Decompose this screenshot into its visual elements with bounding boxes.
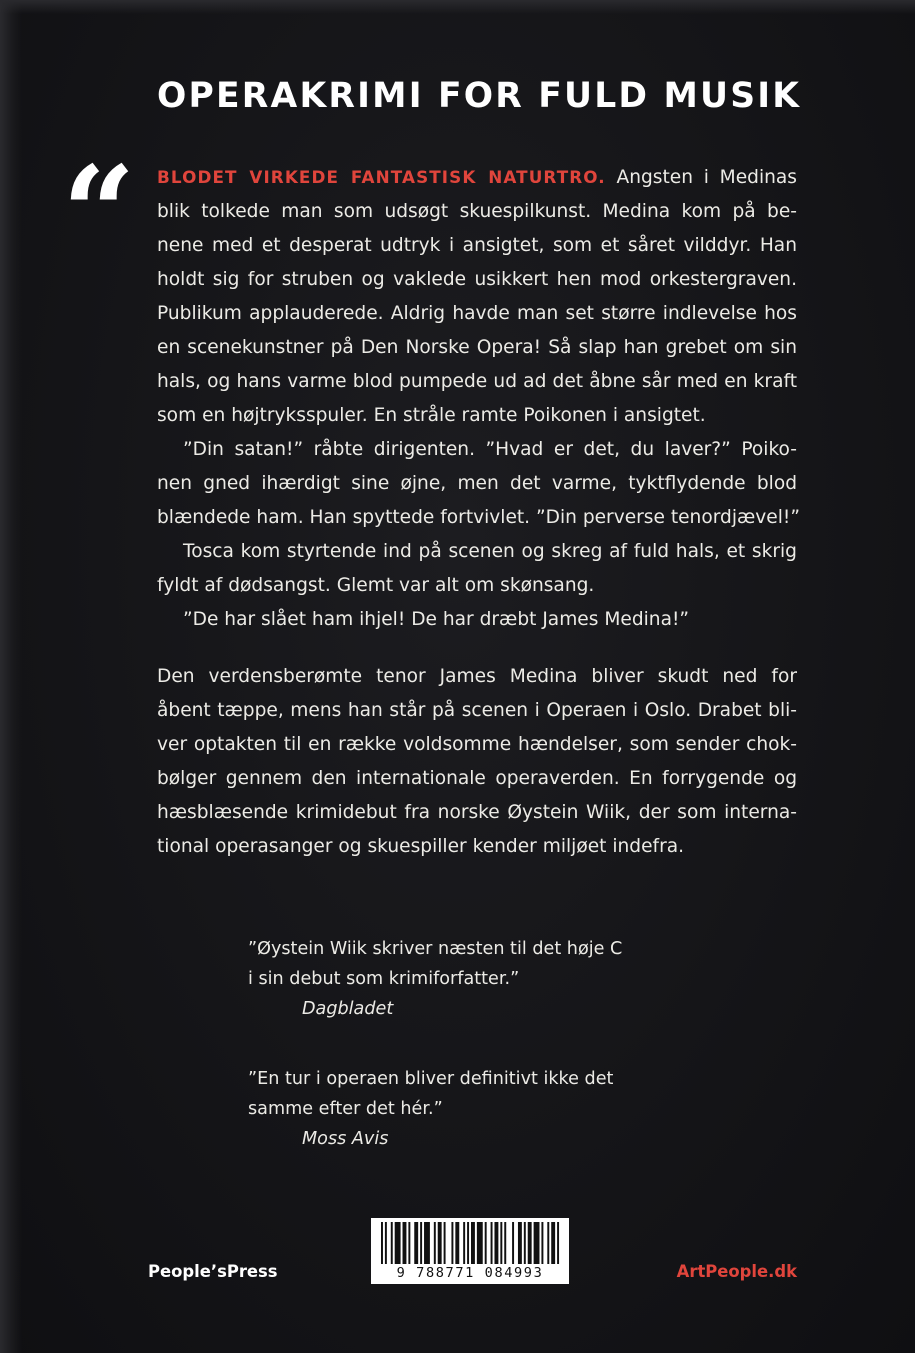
barcode-bar <box>534 1222 540 1264</box>
review-quote <box>248 934 708 1024</box>
review-line: samme efter det hér.” <box>248 1099 443 1119</box>
barcode-bar <box>512 1222 514 1264</box>
barcode-digits: 9 788771 084993 <box>396 1265 544 1281</box>
barcode-bar <box>434 1222 436 1264</box>
barcode-bar <box>557 1222 559 1264</box>
barcode-bar <box>424 1222 430 1264</box>
excerpt-line: fyldt af dødsangst. Glemt var alt om skønsang. <box>157 575 595 596</box>
publisher-logo: People’sPress <box>148 1262 278 1281</box>
spine-edge <box>0 0 22 1353</box>
synopsis-line: bølger gennem den internationale operaverden. En forrygende og <box>157 768 797 789</box>
barcode-bar <box>485 1222 487 1264</box>
excerpt-line: som en højtryksspuler. En stråle ramte Poikonen i ansigtet. <box>157 405 706 426</box>
barcode-bar <box>518 1222 522 1264</box>
barcode-bar <box>541 1222 543 1264</box>
barcode-bar <box>491 1222 493 1264</box>
excerpt <box>157 160 800 637</box>
barcode-bar <box>547 1222 549 1264</box>
barcode-bar <box>381 1222 383 1264</box>
excerpt-line: Publikum applauderede. Aldrig havde man set større indlevelse hos <box>157 303 797 324</box>
barcode-bar <box>420 1222 422 1264</box>
excerpt-line: blændede ham. Han spyttede fortvivlet. ”Din perverse tenordjævel!” <box>157 507 800 528</box>
opening-quote-mark: “ <box>62 139 136 289</box>
barcode-bar <box>477 1222 483 1264</box>
excerpt-line: Tosca kom styrtende ind på scenen og skreg af fuld hals, et skrig <box>183 541 797 562</box>
barcode-bar <box>455 1222 459 1264</box>
synopsis-line: åbent tæppe, mens han står på scenen i Operaen i Oslo. Drabet bli- <box>157 700 797 721</box>
excerpt-line: hals, og hans varme blod pumpede ud ad det åbne sår med en kraft <box>157 371 797 392</box>
barcode-bar <box>551 1222 555 1264</box>
synopsis-line: Den verdensberømte tenor James Medina bliver skudt ned for <box>157 666 797 687</box>
review-line: i sin debut som krimiforfatter.” <box>248 969 520 989</box>
publisher-website: ArtPeople.dk <box>676 1262 797 1281</box>
barcode-bar <box>403 1222 407 1264</box>
barcode-bar <box>395 1222 401 1264</box>
barcode-bar <box>414 1222 418 1264</box>
excerpt-line-text: Angsten i Medinas <box>605 167 797 188</box>
excerpt-line: holdt sig for struben og vaklede usikkert hen mod orkestergraven. <box>157 269 797 290</box>
synopsis-line: ver optakten til en række voldsomme hændelser, som sender chok- <box>157 734 797 755</box>
barcode-bar <box>438 1222 442 1264</box>
synopsis <box>157 660 797 864</box>
barcode-bar <box>385 1222 387 1264</box>
excerpt-line: ”De har slået ham ihjel! De har dræbt James Medina!” <box>183 609 690 630</box>
review-source: Dagbladet <box>302 999 394 1019</box>
synopsis-line: hæsblæsende krimidebut fra norske Øystein Wiik, der som interna- <box>157 802 797 823</box>
excerpt-line: blik tolkede man som udsøgt skuespilkunst. Medina kom på be- <box>157 201 797 222</box>
excerpt-line: nen gned ihærdigt sine øjne, men det varme, tyktflydende blod <box>157 473 797 494</box>
barcode-bar <box>500 1222 502 1264</box>
barcode-bar <box>444 1222 446 1264</box>
barcode-bar <box>494 1222 498 1264</box>
barcode-bar <box>528 1222 532 1264</box>
review-quote <box>248 1064 708 1154</box>
review-line: ”Øystein Wiik skriver næsten til det høje C <box>248 939 623 959</box>
excerpt-line: ”Din satan!” råbte dirigenten. ”Hvad er det, du laver?” Poiko- <box>183 439 797 460</box>
review-line: ”En tur i operaen bliver definitivt ikke det <box>248 1069 614 1089</box>
review-source: Moss Avis <box>302 1129 389 1149</box>
headline: OPERAKRIMI FOR FULD MUSIK <box>157 76 802 116</box>
excerpt-line: nene med et desperat udtryk i ansigtet, som et såret vilddyr. Han <box>157 235 797 256</box>
isbn-barcode <box>371 1218 569 1284</box>
synopsis-line: tional operasanger og skuespiller kender miljøet indefra. <box>157 836 685 857</box>
barcode-bar <box>524 1222 526 1264</box>
barcode-bars <box>381 1222 561 1264</box>
barcode-bar <box>471 1222 475 1264</box>
top-edge <box>0 0 915 14</box>
barcode-bar <box>451 1222 453 1264</box>
excerpt-line <box>157 160 797 195</box>
barcode-bar <box>504 1222 506 1264</box>
excerpt-lead: BLODET VIRKEDE FANTASTISK NATURTRO. <box>157 167 606 187</box>
barcode-bar <box>463 1222 465 1264</box>
barcode-bar <box>467 1222 469 1264</box>
barcode-bar <box>391 1222 393 1264</box>
excerpt-line: en scenekunstner på Den Norske Opera! Så slap han grebet om sin <box>157 337 797 358</box>
barcode-bar <box>408 1222 410 1264</box>
